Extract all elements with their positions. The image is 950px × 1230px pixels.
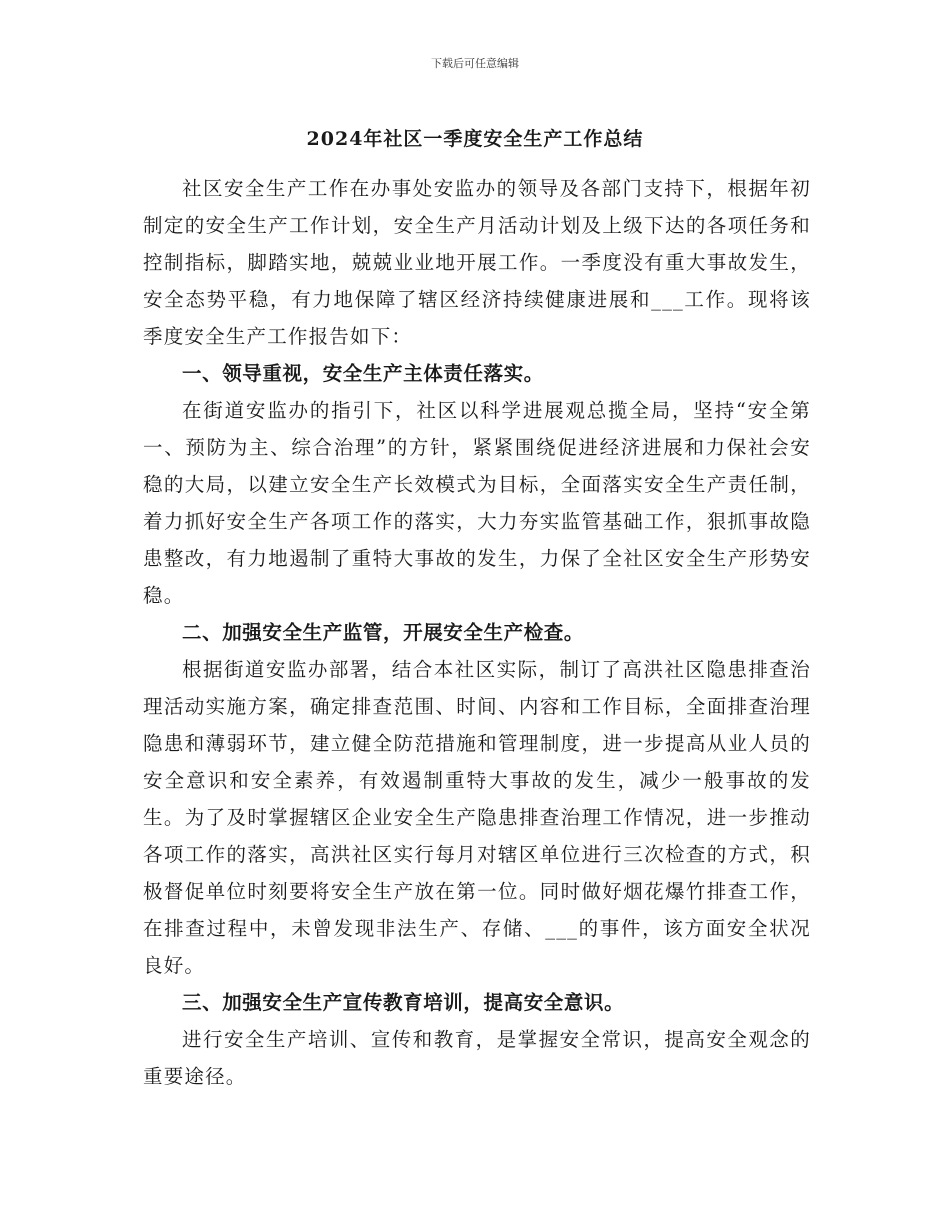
paragraph-section-1: 在街道安监办的指引下，社区以科学进展观总揽全局，坚持“安全第一、预防为主、综合治理”的方针，紧紧围绕促进经济进展和力保社会安稳的大局，以建立安全生产长效模式为目标，全面落实安全生产责任制，着力抓好安全生产各项工作的落实，大力夯实监管基础工作，狠抓事故隐患整改，有力地遏制了重特大事故的发生，力保了全社区安全生产形势安稳。	[143, 399, 811, 607]
document-body	[143, 170, 811, 1095]
section-heading-1: 一、领导重视，安全生产主体责任落实。	[182, 362, 544, 385]
paragraph-section-3: 进行安全生产培训、宣传和教育，是掌握安全常识，提高安全观念的重要途径。	[143, 1028, 811, 1088]
paragraph-intro: 社区安全生产工作在办事处安监办的领导及各部门支持下，根据年初制定的安全生产工作计划，安全生产月活动计划及上级下达的各项任务和控制指标，脚踏实地，兢兢业业地开展工作。一季度没有重大事故发生，安全态势平稳，有力地保障了辖区经济持续健康进展和___工作。现将该季度安全生产工作报告如下：	[143, 177, 811, 348]
section-heading-3: 三、加强安全生产宣传教育培训，提高安全意识。	[182, 991, 625, 1014]
section-heading-2: 二、加强安全生产监管，开展安全生产检查。	[182, 621, 585, 644]
paragraph-section-2: 根据街道安监办部署，结合本社区实际，制订了高洪社区隐患排查治理活动实施方案，确定排查范围、时间、内容和工作目标，全面排查治理隐患和薄弱环节，建立健全防范措施和管理制度，进一步提高从业人员的安全意识和安全素养，有效遏制重特大事故的发生，减少一般事故的发生。为了及时掌握辖区企业安全生产隐患排查治理工作情况，进一步推动各项工作的落实，高洪社区实行每月对辖区单位进行三次检查的方式，积极督促单位时刻要将安全生产放在第一位。同时做好烟花爆竹排查工作，在排查过程中，未曾发现非法生产、存储、___的事件，该方面安全状况良好。	[143, 658, 811, 977]
header-note: 下载后可任意编辑	[431, 57, 519, 70]
document-title: 2024年社区一季度安全生产工作总结	[306, 128, 644, 150]
